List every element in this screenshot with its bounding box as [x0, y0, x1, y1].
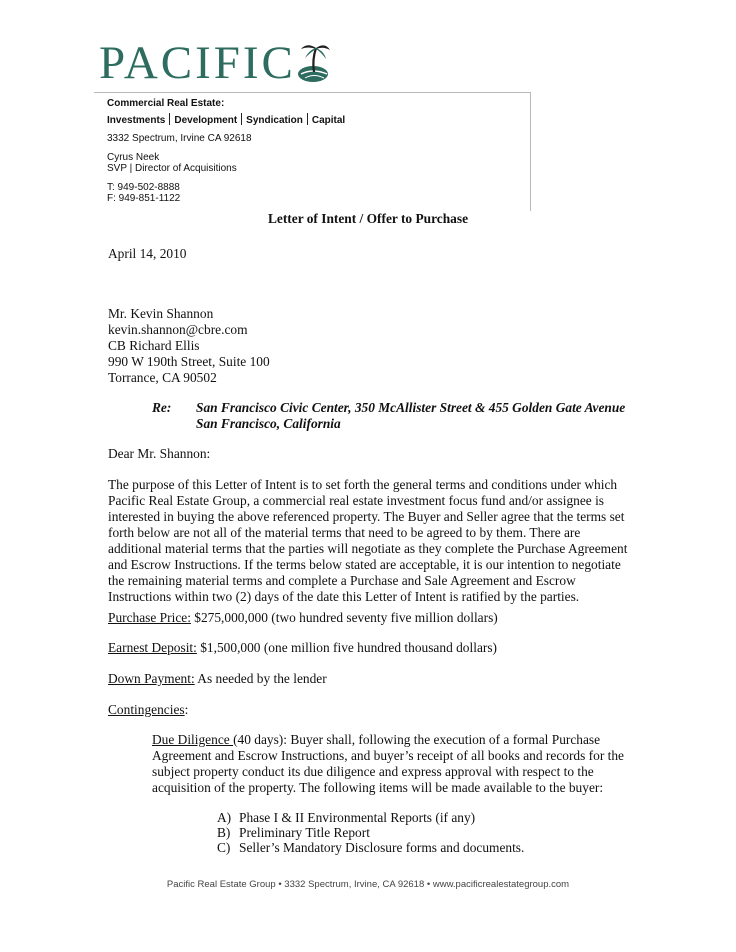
recipient-email: kevin.shannon@cbre.com: [108, 322, 248, 337]
list-item-text: Phase I & II Environmental Reports (if any): [239, 810, 476, 825]
contingencies-colon: :: [184, 702, 189, 717]
fax-number: F: 949-851-1122: [107, 193, 181, 204]
letter-date: April 14, 2010: [108, 246, 187, 261]
re-subject-line-1: San Francisco Civic Center, 350 McAllister Street & 455 Golden Gate Avenue: [196, 400, 626, 415]
down-payment-label: Down Payment:: [108, 671, 195, 686]
service-investments: Investments: [107, 115, 166, 126]
company-address: 3332 Spectrum, Irvine CA 92618: [107, 133, 252, 144]
list-item-letter: C): [217, 840, 231, 855]
purchase-price-label: Purchase Price:: [108, 610, 191, 625]
due-diligence-first-line: [152, 732, 600, 748]
intro-line: forth below are not all of the material terms that need to be agreed to by them. There are: [108, 525, 581, 540]
contact-title: SVP | Director of Acquisitions: [107, 163, 237, 174]
letter-title: Letter of Intent / Offer to Purchase: [267, 211, 469, 226]
intro-line: The purpose of this Letter of Intent is to set forth the general terms and conditions under which: [108, 477, 618, 492]
recipient-street: 990 W 190th Street, Suite 100: [108, 354, 270, 369]
intro-line: Pacific Real Estate Group, a commercial real estate investment focus fund and/or assignee is: [108, 493, 605, 508]
separator: [241, 113, 242, 125]
re-label: Re:: [152, 400, 172, 415]
due-diligence-line: Agreement and Escrow Instructions, and buyer’s receipt of all books and records for the: [152, 748, 624, 763]
down-payment-value: As needed by the lender: [194, 671, 327, 686]
due-diligence-line: subject property conduct its due diligence and express approval with respect to the: [152, 764, 594, 779]
due-diligence-text: (40 days): Buyer shall, following the execution of a formal Purchase: [233, 732, 601, 747]
intro-line: Instructions within two (2) days of the date this Letter of Intent is ratified by the parties.: [108, 589, 580, 604]
intro-line: the remaining material terms and complete a Purchase and Sale Agreement and Escrow: [108, 573, 576, 588]
list-item-letter: B): [217, 825, 231, 840]
company-logo: [99, 38, 331, 88]
phone-number: T: 949-502-8888: [107, 182, 180, 193]
re-subject-line-2: San Francisco, California: [196, 416, 341, 431]
contingencies-heading: [108, 702, 188, 718]
purchase-price: [108, 610, 498, 626]
purchase-price-value: $275,000,000 (two hundred seventy five million dollars): [190, 610, 498, 625]
list-item-text: Seller’s Mandatory Disclosure forms and documents.: [239, 840, 525, 855]
service-syndication: Syndication: [246, 115, 303, 126]
service-list: [107, 113, 345, 127]
down-payment: [108, 671, 327, 687]
salutation: Dear Mr. Shannon:: [108, 446, 211, 461]
list-item-text: Preliminary Title Report: [239, 825, 370, 840]
earnest-deposit: [108, 640, 497, 656]
contact-name: Cyrus Neek: [107, 152, 160, 163]
contingencies-label: Contingencies: [108, 702, 185, 717]
logo-wordmark: PACIFIC: [99, 37, 296, 89]
list-item-letter: A): [217, 810, 232, 825]
service-development: Development: [174, 115, 238, 126]
recipient-city: Torrance, CA 90502: [108, 370, 217, 385]
service-capital: Capital: [311, 115, 346, 126]
separator: [307, 113, 308, 125]
separator: [169, 113, 170, 125]
recipient-company: CB Richard Ellis: [108, 338, 200, 353]
due-diligence-label: Due Diligence: [152, 732, 234, 747]
palm-tree-icon: [297, 40, 331, 84]
due-diligence-line: acquisition of the property. The following items will be made available to the buyer:: [152, 780, 604, 795]
recipient-name: Mr. Kevin Shannon: [108, 306, 214, 321]
letterhead-tagline: Commercial Real Estate:: [107, 98, 225, 109]
letterhead-box: [94, 92, 531, 211]
earnest-deposit-label: Earnest Deposit:: [108, 640, 197, 655]
earnest-deposit-value: $1,500,000 (one million five hundred thousand dollars): [196, 640, 498, 655]
intro-line: additional material terms that the parties will negotiate as they complete the Purchase Agreement: [108, 541, 628, 556]
intro-line: interested in buying the above referenced property. The Buyer and Seller agree that the terms set: [108, 509, 625, 524]
intro-line: and Escrow Instructions. If the terms below stated are acceptable, it is our intention to negotiate: [108, 557, 621, 572]
page-footer: Pacific Real Estate Group • 3332 Spectrum, Irvine, CA 92618 • www.pacificrealestategroup.com: [166, 879, 570, 890]
